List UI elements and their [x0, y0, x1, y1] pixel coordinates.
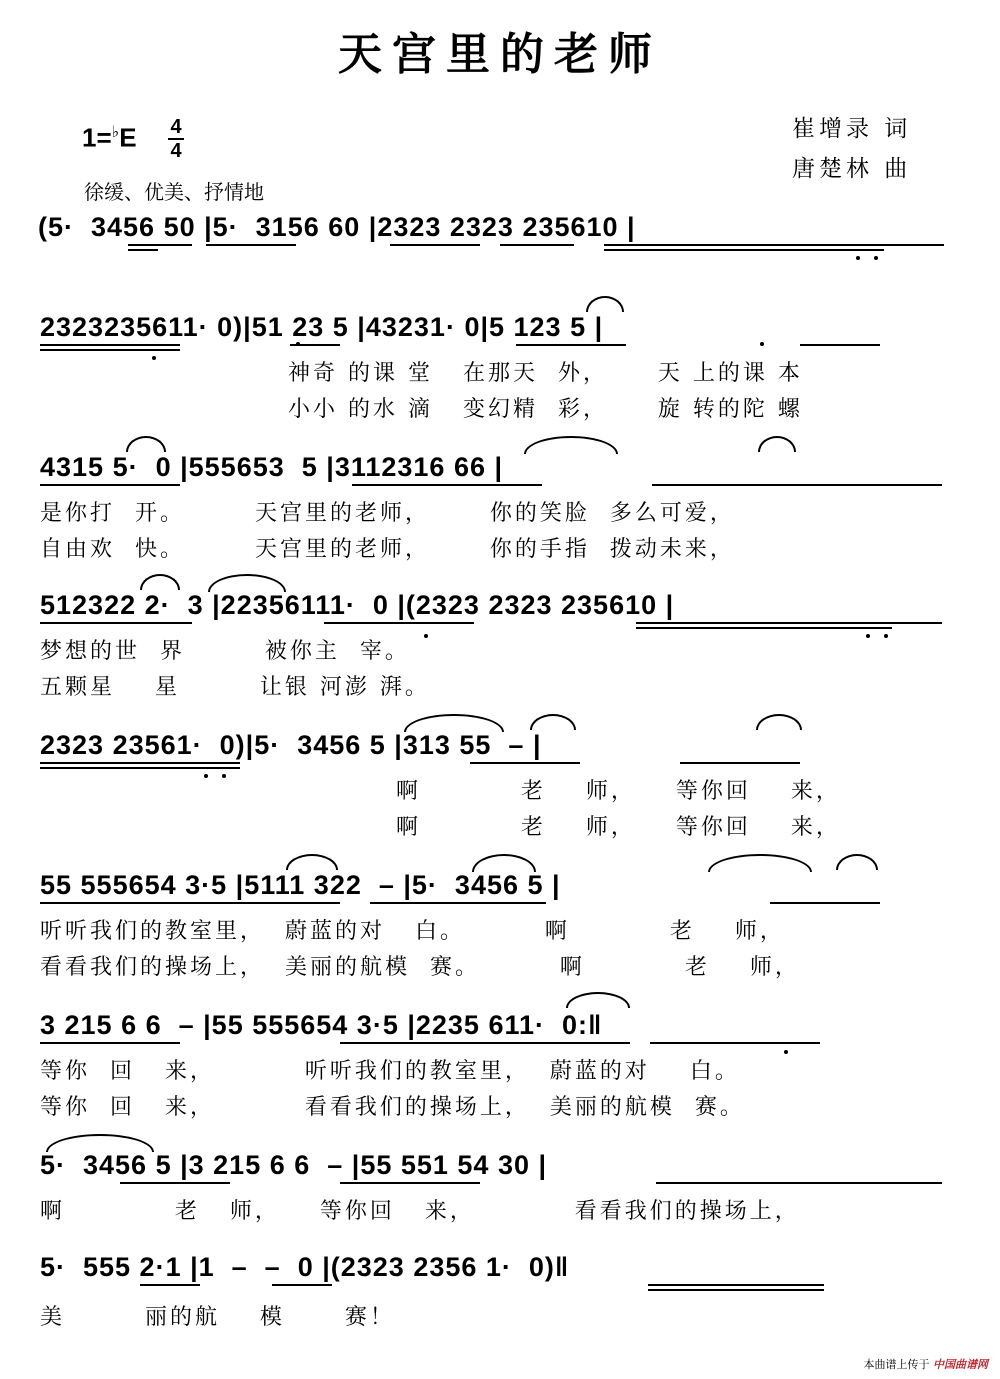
beam [470, 762, 580, 764]
lyric-line-2-verse-1: 神奇 的课 堂 在那天 外， 天 上的课 本 [288, 361, 803, 386]
lyric-line-6-verse-2: 看看我们的操场上， 美丽的航模 赛。 啊 老 师， [40, 955, 800, 980]
octave-dot [222, 774, 226, 778]
lyric-line-4-verse-2: 五颗星 星 让银 河澎 湃。 [40, 675, 430, 700]
beam [40, 902, 340, 904]
beam [120, 1182, 230, 1184]
beam [40, 1042, 180, 1044]
beam [500, 244, 574, 246]
slur [208, 574, 286, 592]
beam [128, 244, 192, 246]
music-line-7: 3 215 6 6 – |55 555654 3·5 |2235 611· 0:‖ [40, 1010, 603, 1040]
slur [756, 714, 802, 730]
song-title: 天宫里的老师 [338, 29, 662, 80]
beam [340, 1182, 480, 1184]
octave-dot [866, 634, 870, 638]
music-line-5: 2323 23561· 0)|5· 3456 5 |313 55 – | [40, 730, 542, 760]
lyric-line-7-verse-1: 等你 回 来， 听听我们的教室里， 蔚蓝的对 白。 [40, 1059, 740, 1084]
music-line-8: 5· 3456 5 |3 215 6 6 – |55 551 54 30 | [40, 1150, 548, 1180]
beam [40, 344, 180, 346]
lyric-line-6-verse-1: 听听我们的教室里， 蔚蓝的对 白。 啊 老 师， [40, 919, 785, 944]
lyric-line-5-verse-1: 啊 老 师， 等你回 来， [396, 779, 841, 804]
octave-dot [874, 256, 878, 260]
beam [206, 244, 296, 246]
slur [586, 296, 624, 312]
beam [604, 244, 944, 246]
beam [800, 344, 880, 346]
lyric-line-3-verse-2: 自由欢 快。 天宫里的老师， 你的手指 拨动未来， [40, 537, 735, 562]
octave-dot [152, 356, 156, 360]
lyric-line-8: 啊 老 师， 等你回 来， 看看我们的操场上， [40, 1199, 800, 1224]
beam [604, 249, 884, 251]
composer-credit: 唐楚林 曲 [792, 156, 912, 182]
slur [530, 714, 576, 730]
beam [390, 244, 480, 246]
music-line-4: 512322 2· 3 |22356111· 0 |(2323 2323 235610 | [40, 590, 675, 620]
lyric-line-9: 美 丽的航 模 赛！ [40, 1305, 395, 1330]
octave-dot [884, 634, 888, 638]
music-line-1: (5· 3456 50 |5· 3156 60 |2323 2323 235610 | [38, 212, 636, 242]
slur [140, 574, 180, 590]
key-signature: 1=♭E [82, 122, 137, 153]
beam [40, 767, 240, 769]
octave-dot [296, 342, 300, 346]
music-line-2: 2323235611· 0)|51 23 5 |43231· 0|5 123 5 | [40, 312, 604, 342]
beam [656, 1182, 942, 1184]
slur [126, 436, 166, 452]
beam [770, 902, 880, 904]
lyricist-credit: 崔增录 词 [792, 116, 912, 142]
time-signature: 4 4 [168, 116, 184, 162]
music-line-6: 55 555654 3·5 |5111 322 – |5· 3456 5 | [40, 870, 561, 900]
lyric-line-7-verse-2: 等你 回 来， 看看我们的操场上， 美丽的航模 赛。 [40, 1095, 745, 1120]
beam [352, 484, 542, 486]
beam [40, 349, 180, 351]
octave-dot [760, 342, 764, 346]
lyric-line-5-verse-2: 啊 老 师， 等你回 来， [396, 815, 841, 840]
beam [680, 762, 800, 764]
beam [40, 762, 240, 764]
beam [648, 1284, 824, 1286]
lyric-line-4-verse-1: 梦想的世 界 被你主 宰。 [40, 639, 410, 664]
slur [404, 714, 504, 732]
footer-watermark: 本曲谱上传于 中国曲谱网 [863, 1358, 988, 1371]
beam [648, 1289, 824, 1291]
beam [516, 344, 626, 346]
beam [140, 1284, 200, 1286]
slur [46, 1134, 154, 1152]
beam [40, 484, 180, 486]
slur [566, 992, 630, 1008]
beam [340, 1042, 630, 1044]
octave-dot [784, 1050, 788, 1054]
music-line-3: 4315 5· 0 |555653 5 |3112316 66 | [40, 452, 504, 482]
slur [524, 436, 618, 454]
beam [128, 249, 158, 251]
beam [272, 1284, 332, 1286]
octave-dot [856, 256, 860, 260]
slur [758, 436, 796, 452]
beam [636, 627, 892, 629]
lyric-line-3-verse-1: 是你打 开。 天宫里的老师， 你的笑脸 多么可爱， [40, 501, 735, 526]
music-line-9: 5· 555 2·1 |1 – – 0 |(2323 2356 1· 0)‖ [40, 1252, 570, 1282]
slur [286, 854, 338, 870]
beam [650, 1042, 820, 1044]
slur [836, 854, 878, 870]
beam [370, 902, 546, 904]
beam [652, 484, 942, 486]
octave-dot [204, 774, 208, 778]
slur [472, 854, 536, 872]
tempo-marking: 徐缓、优美、抒情地 [84, 180, 264, 204]
beam [324, 622, 474, 624]
beam [636, 622, 942, 624]
lyric-line-2-verse-2: 小小 的水 滴 变幻精 彩， 旋 转的陀 螺 [288, 397, 803, 422]
beam [40, 622, 192, 624]
slur [708, 854, 812, 872]
octave-dot [424, 634, 428, 638]
